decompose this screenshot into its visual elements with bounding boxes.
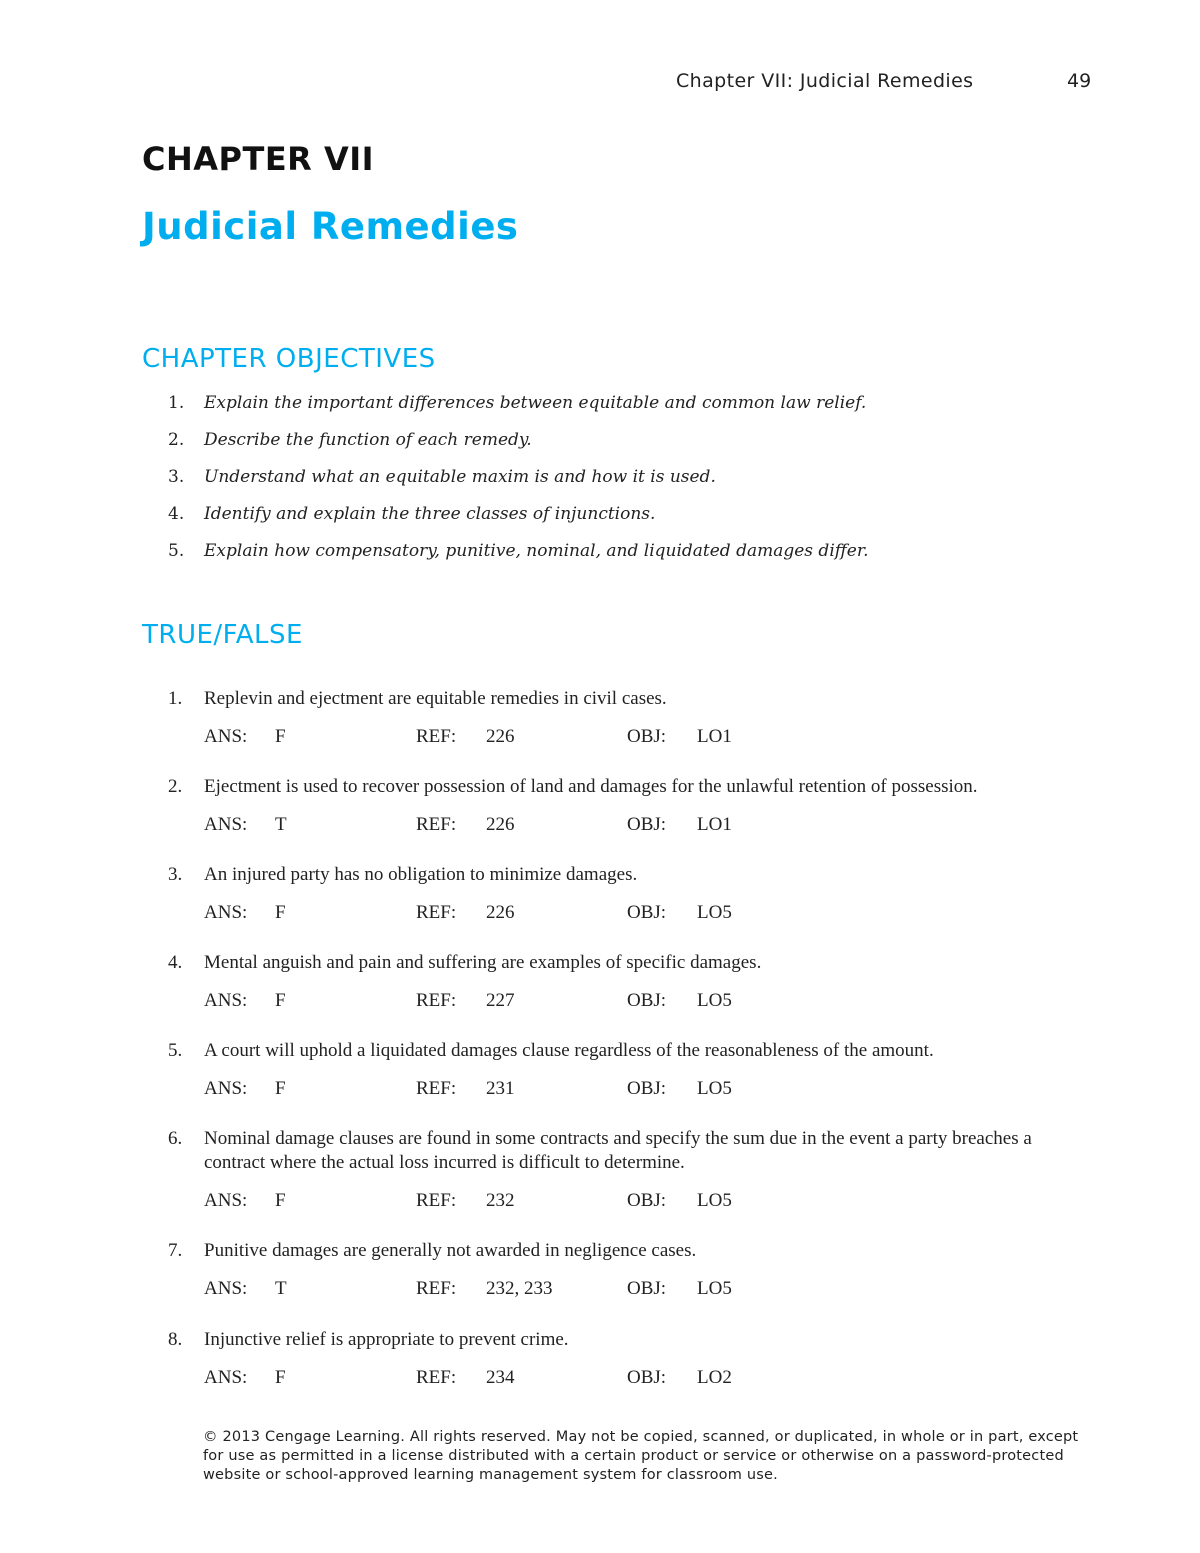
ref-label: REF: xyxy=(416,1078,457,1099)
question-number: 3. xyxy=(168,864,183,885)
question-text: Injunctive relief is appropriate to prevent crime. xyxy=(204,1329,569,1350)
question-text: Punitive damages are generally not awarded in negligence cases. xyxy=(204,1240,697,1261)
ans-value: F xyxy=(275,1078,286,1099)
true-false-heading: TRUE/FALSE xyxy=(142,620,303,650)
objective-text: Understand what an equitable maxim is and how it is used. xyxy=(204,467,716,487)
ref-value: 226 xyxy=(486,902,515,923)
obj-value: LO2 xyxy=(697,1367,732,1388)
objective-number: 1. xyxy=(168,393,185,413)
answer-meta xyxy=(204,1277,1084,1301)
obj-label: OBJ: xyxy=(627,1278,667,1299)
ans-label: ANS: xyxy=(204,726,248,747)
ans-label: ANS: xyxy=(204,902,248,923)
ans-value: F xyxy=(275,990,286,1011)
answer-meta xyxy=(204,901,1084,925)
objective-number: 2. xyxy=(168,430,185,450)
obj-value: LO5 xyxy=(697,1278,732,1299)
obj-value: LO1 xyxy=(697,726,732,747)
ans-label: ANS: xyxy=(204,1078,248,1099)
ref-label: REF: xyxy=(416,990,457,1011)
ans-label: ANS: xyxy=(204,1278,248,1299)
ans-label: ANS: xyxy=(204,1367,248,1388)
answer-meta xyxy=(204,989,1084,1013)
tf-question xyxy=(168,1328,1084,1390)
chapter-label: CHAPTER VII xyxy=(142,140,375,178)
running-header-title: Chapter VII: Judicial Remedies xyxy=(676,70,974,92)
ref-label: REF: xyxy=(416,814,457,835)
obj-value: LO1 xyxy=(697,814,732,835)
ans-label: ANS: xyxy=(204,990,248,1011)
answer-meta xyxy=(204,1189,1084,1213)
question-number: 6. xyxy=(168,1128,183,1149)
ref-value: 226 xyxy=(486,726,515,747)
answer-meta xyxy=(204,1366,1084,1390)
question-text: Nominal damage clauses are found in some contracts and specify the sum due in the event a party breaches a contract where the actual loss incurred is difficult to determine. xyxy=(204,1128,1032,1173)
question-text: An injured party has no obligation to minimize damages. xyxy=(204,864,638,885)
tf-question xyxy=(168,1127,1084,1213)
obj-label: OBJ: xyxy=(627,1190,667,1211)
objective-number: 5. xyxy=(168,541,185,561)
objective-item xyxy=(168,427,869,464)
question-number: 4. xyxy=(168,952,183,973)
tf-question xyxy=(168,687,1084,749)
question-number: 2. xyxy=(168,776,183,797)
ref-value: 234 xyxy=(486,1367,515,1388)
question-text: Mental anguish and pain and suffering are examples of specific damages. xyxy=(204,952,762,973)
question-number: 8. xyxy=(168,1329,183,1350)
ref-value: 231 xyxy=(486,1078,515,1099)
objective-item xyxy=(168,538,869,575)
question-text: Replevin and ejectment are equitable remedies in civil cases. xyxy=(204,688,667,709)
ans-label: ANS: xyxy=(204,814,248,835)
objective-text: Explain the important differences between equitable and common law relief. xyxy=(204,393,867,413)
page-number: 49 xyxy=(1067,70,1092,92)
ref-label: REF: xyxy=(416,902,457,923)
ans-label: ANS: xyxy=(204,1190,248,1211)
chapter-title: Judicial Remedies xyxy=(142,205,519,248)
answer-meta xyxy=(204,813,1084,837)
obj-label: OBJ: xyxy=(627,1078,667,1099)
obj-label: OBJ: xyxy=(627,814,667,835)
ref-label: REF: xyxy=(416,726,457,747)
objective-text: Describe the function of each remedy. xyxy=(204,430,532,450)
objective-number: 3. xyxy=(168,467,185,487)
obj-label: OBJ: xyxy=(627,1367,667,1388)
question-number: 5. xyxy=(168,1040,183,1061)
ref-label: REF: xyxy=(416,1278,457,1299)
obj-value: LO5 xyxy=(697,990,732,1011)
answer-meta xyxy=(204,725,1084,749)
ref-value: 232 xyxy=(486,1190,515,1211)
ref-label: REF: xyxy=(416,1190,457,1211)
question-number: 1. xyxy=(168,688,183,709)
objectives-heading: CHAPTER OBJECTIVES xyxy=(142,344,436,374)
ans-value: T xyxy=(275,814,287,835)
question-text: A court will uphold a liquidated damages clause regardless of the reasonableness of the amount. xyxy=(204,1040,934,1061)
answer-meta xyxy=(204,1077,1084,1101)
tf-question xyxy=(168,1239,1084,1301)
obj-value: LO5 xyxy=(697,902,732,923)
tf-question xyxy=(168,1039,1084,1101)
running-header xyxy=(676,70,1092,92)
objective-item xyxy=(168,390,869,427)
ref-value: 227 xyxy=(486,990,515,1011)
tf-question xyxy=(168,951,1084,1013)
obj-value: LO5 xyxy=(697,1190,732,1211)
copyright-footer: © 2013 Cengage Learning. All rights reserved. May not be copied, scanned, or duplicated, in whole or in part, except for use as permitted in a license distributed with a certain product or service or otherwise on a password-protected website or school-approved learning management system for classroom use. xyxy=(203,1429,1079,1483)
tf-question xyxy=(168,775,1084,837)
ans-value: T xyxy=(275,1278,287,1299)
question-text: Ejectment is used to recover possession of land and damages for the unlawful retention of possession. xyxy=(204,776,978,797)
obj-value: LO5 xyxy=(697,1078,732,1099)
obj-label: OBJ: xyxy=(627,902,667,923)
ans-value: F xyxy=(275,1190,286,1211)
objective-text: Explain how compensatory, punitive, nominal, and liquidated damages differ. xyxy=(204,541,869,561)
objective-item xyxy=(168,501,869,538)
ref-label: REF: xyxy=(416,1367,457,1388)
ref-value: 232, 233 xyxy=(486,1278,553,1299)
question-number: 7. xyxy=(168,1240,183,1261)
ans-value: F xyxy=(275,902,286,923)
ans-value: F xyxy=(275,726,286,747)
objectives-list xyxy=(168,390,869,575)
tf-question xyxy=(168,863,1084,925)
objective-text: Identify and explain the three classes of injunctions. xyxy=(204,504,656,524)
obj-label: OBJ: xyxy=(627,726,667,747)
ans-value: F xyxy=(275,1367,286,1388)
objective-number: 4. xyxy=(168,504,185,524)
objective-item xyxy=(168,464,869,501)
ref-value: 226 xyxy=(486,814,515,835)
obj-label: OBJ: xyxy=(627,990,667,1011)
